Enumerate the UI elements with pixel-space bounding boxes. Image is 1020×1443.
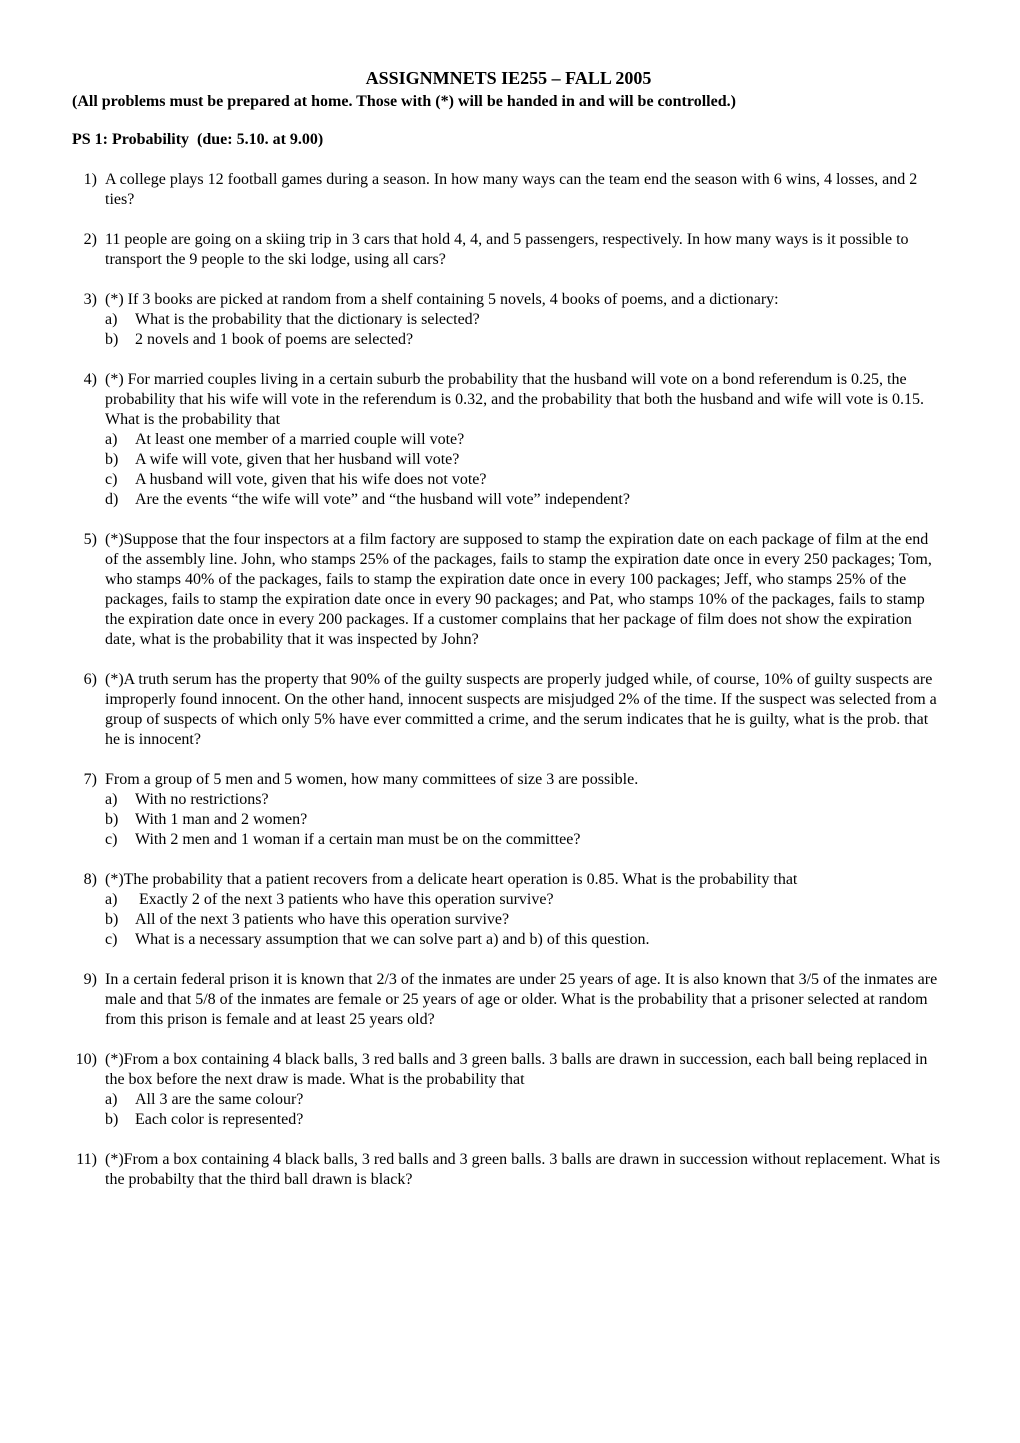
problem-number: 9) (83, 971, 97, 988)
subitem-b (105, 810, 945, 830)
subitem-label: b) (105, 911, 119, 928)
subitem-text: Exactly 2 of the next 3 patients who have this operation survive? (135, 891, 554, 908)
problem-text: (*)From a box containing 4 black balls, 3 red balls and 3 green balls. 3 balls are drawn in succession, each ball being replaced in the box before the next draw is made. What is the probability that (105, 1051, 928, 1088)
problem-8 (72, 870, 945, 950)
subitem-text: With 1 man and 2 women? (135, 811, 308, 828)
subitem-text: What is the probability that the dictionary is selected? (135, 311, 480, 328)
subitem-text: A wife will vote, given that her husband will vote? (135, 451, 460, 468)
subitem-a (105, 790, 945, 810)
subitem-c (105, 830, 945, 850)
problem-6 (72, 670, 945, 750)
problem-number: 2) (83, 231, 97, 248)
subitem-label: c) (105, 471, 118, 488)
subitem-label: b) (105, 331, 119, 348)
problem-3 (72, 290, 945, 350)
problem-text: In a certain federal prison it is known that 2/3 of the inmates are under 25 years of age. It is also known that 3/5 of the inmates are male and that 5/8 of the inmates are female or 25 years of age or older. What is the probability that a prisoner selected at random from this prison is female and at least 25 years old? (105, 971, 938, 1028)
problem-number: 10) (75, 1051, 97, 1068)
subitem-text: All 3 are the same colour? (135, 1091, 304, 1108)
problem-number: 4) (83, 371, 97, 388)
subitem-text: With 2 men and 1 woman if a certain man must be on the committee? (135, 831, 581, 848)
subitem-label: a) (105, 1091, 118, 1108)
problem-9 (72, 970, 945, 1030)
problem-5 (72, 530, 945, 650)
problem-1 (72, 170, 945, 210)
problem-number: 8) (83, 871, 97, 888)
subitem-label: d) (105, 491, 119, 508)
problem-number: 1) (83, 171, 97, 188)
subitem-label: c) (105, 931, 118, 948)
subitem-text: With no restrictions? (135, 791, 269, 808)
subitem-c (105, 930, 945, 950)
subitem-label: a) (105, 431, 118, 448)
problem-text: (*)Suppose that the four inspectors at a film factory are supposed to stamp the expiration date on each package of film at the end of the assembly line. John, who stamps 25% of the packages, fails to stamp the expiration date once in every 250 packages; Tom, who stamps 40% of the packages, fails to stamp the expiration date once in every 100 packages; Jeff, who stamps 25% of the packages, fails to stamp the expiration date once in every 90 packages; and Pat, who stamps 10% of the packages, fails to stamp the expiration date once in every 200 packages. If a customer complains that her package of film does not show the expiration date, what is the probability that it was inspected by John? (105, 531, 932, 648)
subitem-text: All of the next 3 patients who have this operation survive? (135, 911, 510, 928)
problem-number: 5) (83, 531, 97, 548)
subitem-label: b) (105, 451, 119, 468)
problem-text: (*)A truth serum has the property that 90% of the guilty suspects are properly judged while, of course, 10% of guilty suspects are improperly found innocent. On the other hand, innocent suspects are misjudged 2% of the time. If the suspect was selected from a group of suspects of which only 5% have ever committed a crime, and the serum indicates that he is guilty, what is the prob. that he is innocent? (105, 671, 937, 748)
problem-10 (72, 1050, 945, 1130)
problem-11 (72, 1150, 945, 1190)
subitem-label: a) (105, 891, 118, 908)
problem-number: 6) (83, 671, 97, 688)
subitem-a (105, 890, 945, 910)
subitem-a (105, 1090, 945, 1110)
problem-text: From a group of 5 men and 5 women, how many committees of size 3 are possible. (105, 771, 639, 788)
subitem-d (105, 490, 945, 510)
problem-number: 3) (83, 291, 97, 308)
subitem-label: b) (105, 1111, 119, 1128)
subitem-b (105, 450, 945, 470)
subitem-a (105, 430, 945, 450)
problem-text: (*) For married couples living in a certain suburb the probability that the husband will vote on a bond referendum is 0.25, the probability that his wife will vote in the referendum is 0.32, and the probability that both the husband and wife will vote is 0.15. What is the probability that (105, 371, 924, 428)
subitem-text: A husband will vote, given that his wife does not vote? (135, 471, 487, 488)
subitem-b (105, 1110, 945, 1130)
problem-text: (*)The probability that a patient recovers from a delicate heart operation is 0.85. What is the probability that (105, 871, 798, 888)
section-heading: PS 1: Probability (due: 5.10. at 9.00) (72, 131, 324, 148)
subitem-label: b) (105, 811, 119, 828)
problem-2 (72, 230, 945, 270)
problem-text: (*)From a box containing 4 black balls, 3 red balls and 3 green balls. 3 balls are drawn in succession without replacement. What is the probabilty that the third ball drawn is black? (105, 1151, 941, 1188)
subitem-c (105, 470, 945, 490)
document-title: ASSIGNMNETS IE255 – FALL 2005 (365, 68, 652, 88)
subitem-text: Are the events “the wife will vote” and “the husband will vote” independent? (135, 491, 630, 508)
subitem-label: a) (105, 791, 118, 808)
problem-4 (72, 370, 945, 510)
problem-number: 11) (76, 1151, 97, 1168)
problem-7 (72, 770, 945, 850)
problem-text: (*) If 3 books are picked at random from a shelf containing 5 novels, 4 books of poems, and a dictionary: (105, 291, 779, 308)
problem-text: 11 people are going on a skiing trip in 3 cars that hold 4, 4, and 5 passengers, respectively. In how many ways is it possible to transport the 9 people to the ski lodge, using all cars? (105, 231, 909, 268)
subitem-text: What is a necessary assumption that we can solve part a) and b) of this question. (135, 931, 650, 948)
problem-text: A college plays 12 football games during a season. In how many ways can the team end the season with 6 wins, 4 losses, and 2 ties? (105, 171, 918, 208)
subitem-text: Each color is represented? (135, 1111, 304, 1128)
problem-number: 7) (83, 771, 97, 788)
document-subtitle: (All problems must be prepared at home. Those with (*) will be handed in and will be controlled.) (72, 93, 736, 110)
subitem-a (105, 310, 945, 330)
subitem-text: 2 novels and 1 book of poems are selected? (135, 331, 414, 348)
subitem-label: c) (105, 831, 118, 848)
subitem-text: At least one member of a married couple will vote? (135, 431, 465, 448)
subitem-b (105, 330, 945, 350)
subitem-label: a) (105, 311, 118, 328)
subitem-b (105, 910, 945, 930)
